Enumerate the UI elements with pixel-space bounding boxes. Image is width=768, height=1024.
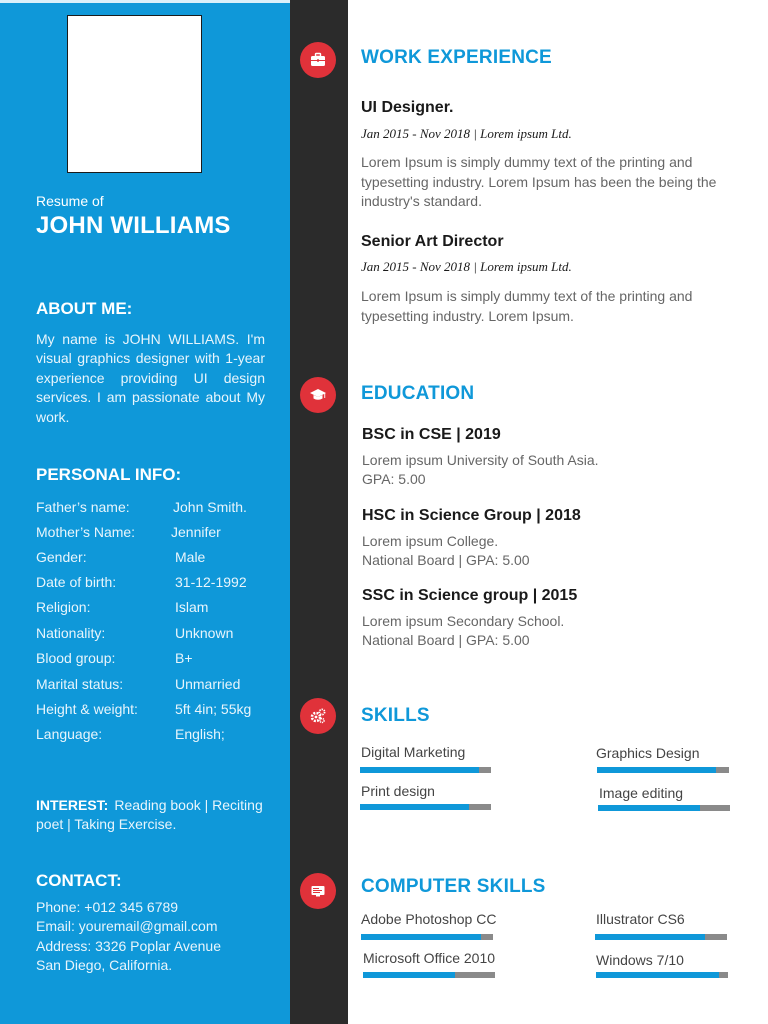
info-label: Marital status:	[36, 676, 124, 692]
contact-title: CONTACT:	[36, 871, 122, 890]
info-label: Language:	[36, 726, 103, 742]
info-label: Date of birth:	[36, 574, 117, 590]
about-title: ABOUT ME:	[36, 299, 133, 318]
skill-bar	[598, 805, 730, 811]
skill-bar-fill	[360, 767, 479, 773]
info-label: Height & weight:	[36, 701, 138, 717]
gears-icon	[300, 698, 336, 734]
computer-skill-bar-fill	[595, 934, 705, 940]
info-value: John Smith.	[173, 499, 247, 515]
info-value: Unmarried	[175, 676, 241, 692]
computer-skills-title: COMPUTER SKILLS	[361, 876, 546, 897]
computer-skill-bar	[361, 934, 493, 940]
job-description: Lorem Ipsum is simply dummy text of the printing and typesetting industry. Lorem Ipsum.	[361, 288, 693, 324]
interest-text: Reading book | Reciting poet | Taking Exercise.	[36, 797, 263, 833]
skills-title: SKILLS	[361, 705, 430, 726]
education-institution: Lorem ipsum Secondary School.	[362, 613, 565, 629]
skill-bar	[597, 767, 729, 773]
personal-info-title: PERSONAL INFO:	[36, 465, 182, 484]
skill-bar-fill	[598, 805, 700, 811]
education-detail: National Board | GPA: 5.00	[362, 552, 530, 568]
info-label: Father’s name:	[36, 499, 130, 515]
computer-skill-label: Illustrator CS6	[596, 911, 685, 927]
computer-skill-bar-fill	[596, 972, 719, 978]
monitor-icon	[300, 873, 336, 909]
computer-skill-bar-fill	[361, 934, 481, 940]
skill-bar-fill	[597, 767, 716, 773]
contact-email: Email: youremail@gmail.com	[36, 918, 218, 934]
computer-skill-bar	[595, 934, 727, 940]
info-value: Unknown	[175, 625, 234, 641]
sidebar	[0, 0, 290, 1024]
graduation-cap-icon	[300, 377, 336, 413]
contact-phone: Phone: +012 345 6789	[36, 899, 179, 915]
education-institution: Lorem ipsum University of South Asia.	[362, 452, 599, 468]
about-text: My name is JOHN WILLIAMS. I'm visual graphics designer with 1-year experience providing UI design services. I am passionate about My work.	[36, 331, 265, 425]
computer-skill-label: Microsoft Office 2010	[363, 950, 496, 966]
computer-skill-bar-fill	[363, 972, 455, 978]
info-label: Blood group:	[36, 650, 116, 666]
info-value: 31-12-1992	[175, 574, 247, 590]
education-detail: GPA: 5.00	[362, 471, 426, 487]
education-degree: SSC in Science group | 2015	[362, 587, 578, 604]
skill-label: Print design	[361, 783, 435, 799]
skill-label: Image editing	[599, 785, 684, 801]
job-description: Lorem Ipsum is simply dummy text of the printing and typesetting industry. Lorem Ipsum has been the being the industry's standard.	[361, 154, 717, 209]
info-value: B+	[175, 650, 193, 666]
info-label: Mother’s Name:	[36, 524, 136, 540]
skill-bar-fill	[360, 804, 469, 810]
job-date: Jan 2015 - Nov 2018 | Lorem ipsum Ltd.	[361, 259, 572, 274]
top-divider	[0, 0, 290, 3]
job-title: UI Designer.	[361, 99, 454, 116]
profile-photo-frame	[67, 15, 202, 173]
contact-address-line1: Address: 3326 Poplar Avenue	[36, 938, 221, 954]
resume-of-label: Resume of	[36, 193, 104, 209]
info-label: Religion:	[36, 599, 91, 615]
info-label: Gender:	[36, 549, 87, 565]
work-experience-title: WORK EXPERIENCE	[361, 47, 552, 68]
computer-skill-label: Adobe Photoshop CC	[361, 911, 497, 927]
education-detail: National Board | GPA: 5.00	[362, 632, 530, 648]
timeline-band	[290, 0, 348, 1024]
info-value: Islam	[175, 599, 209, 615]
candidate-name: JOHN WILLIAMS	[36, 212, 231, 239]
contact-address-line2: San Diego, California.	[36, 957, 173, 973]
education-degree: BSC in CSE | 2019	[362, 426, 501, 443]
computer-skill-label: Windows 7/10	[596, 952, 684, 968]
skill-bar	[360, 767, 491, 773]
skill-label: Graphics Design	[596, 745, 700, 761]
briefcase-icon	[300, 42, 336, 78]
info-value: English;	[175, 726, 225, 742]
interest-label: INTEREST:	[36, 797, 109, 813]
education-institution: Lorem ipsum College.	[362, 533, 499, 549]
skill-bar	[360, 804, 491, 810]
skill-label: Digital Marketing	[361, 744, 466, 760]
info-label: Nationality:	[36, 625, 106, 641]
job-title: Senior Art Director	[361, 233, 504, 250]
info-value: Jennifer	[171, 524, 221, 540]
education-degree: HSC in Science Group | 2018	[362, 507, 581, 524]
interest-section	[36, 796, 271, 835]
computer-skill-bar	[363, 972, 495, 978]
info-value: Male	[175, 549, 206, 565]
info-value: 5ft 4in; 55kg	[175, 701, 252, 717]
job-date: Jan 2015 - Nov 2018 | Lorem ipsum Ltd.	[361, 126, 572, 141]
education-title: EDUCATION	[361, 383, 475, 404]
computer-skill-bar	[596, 972, 728, 978]
